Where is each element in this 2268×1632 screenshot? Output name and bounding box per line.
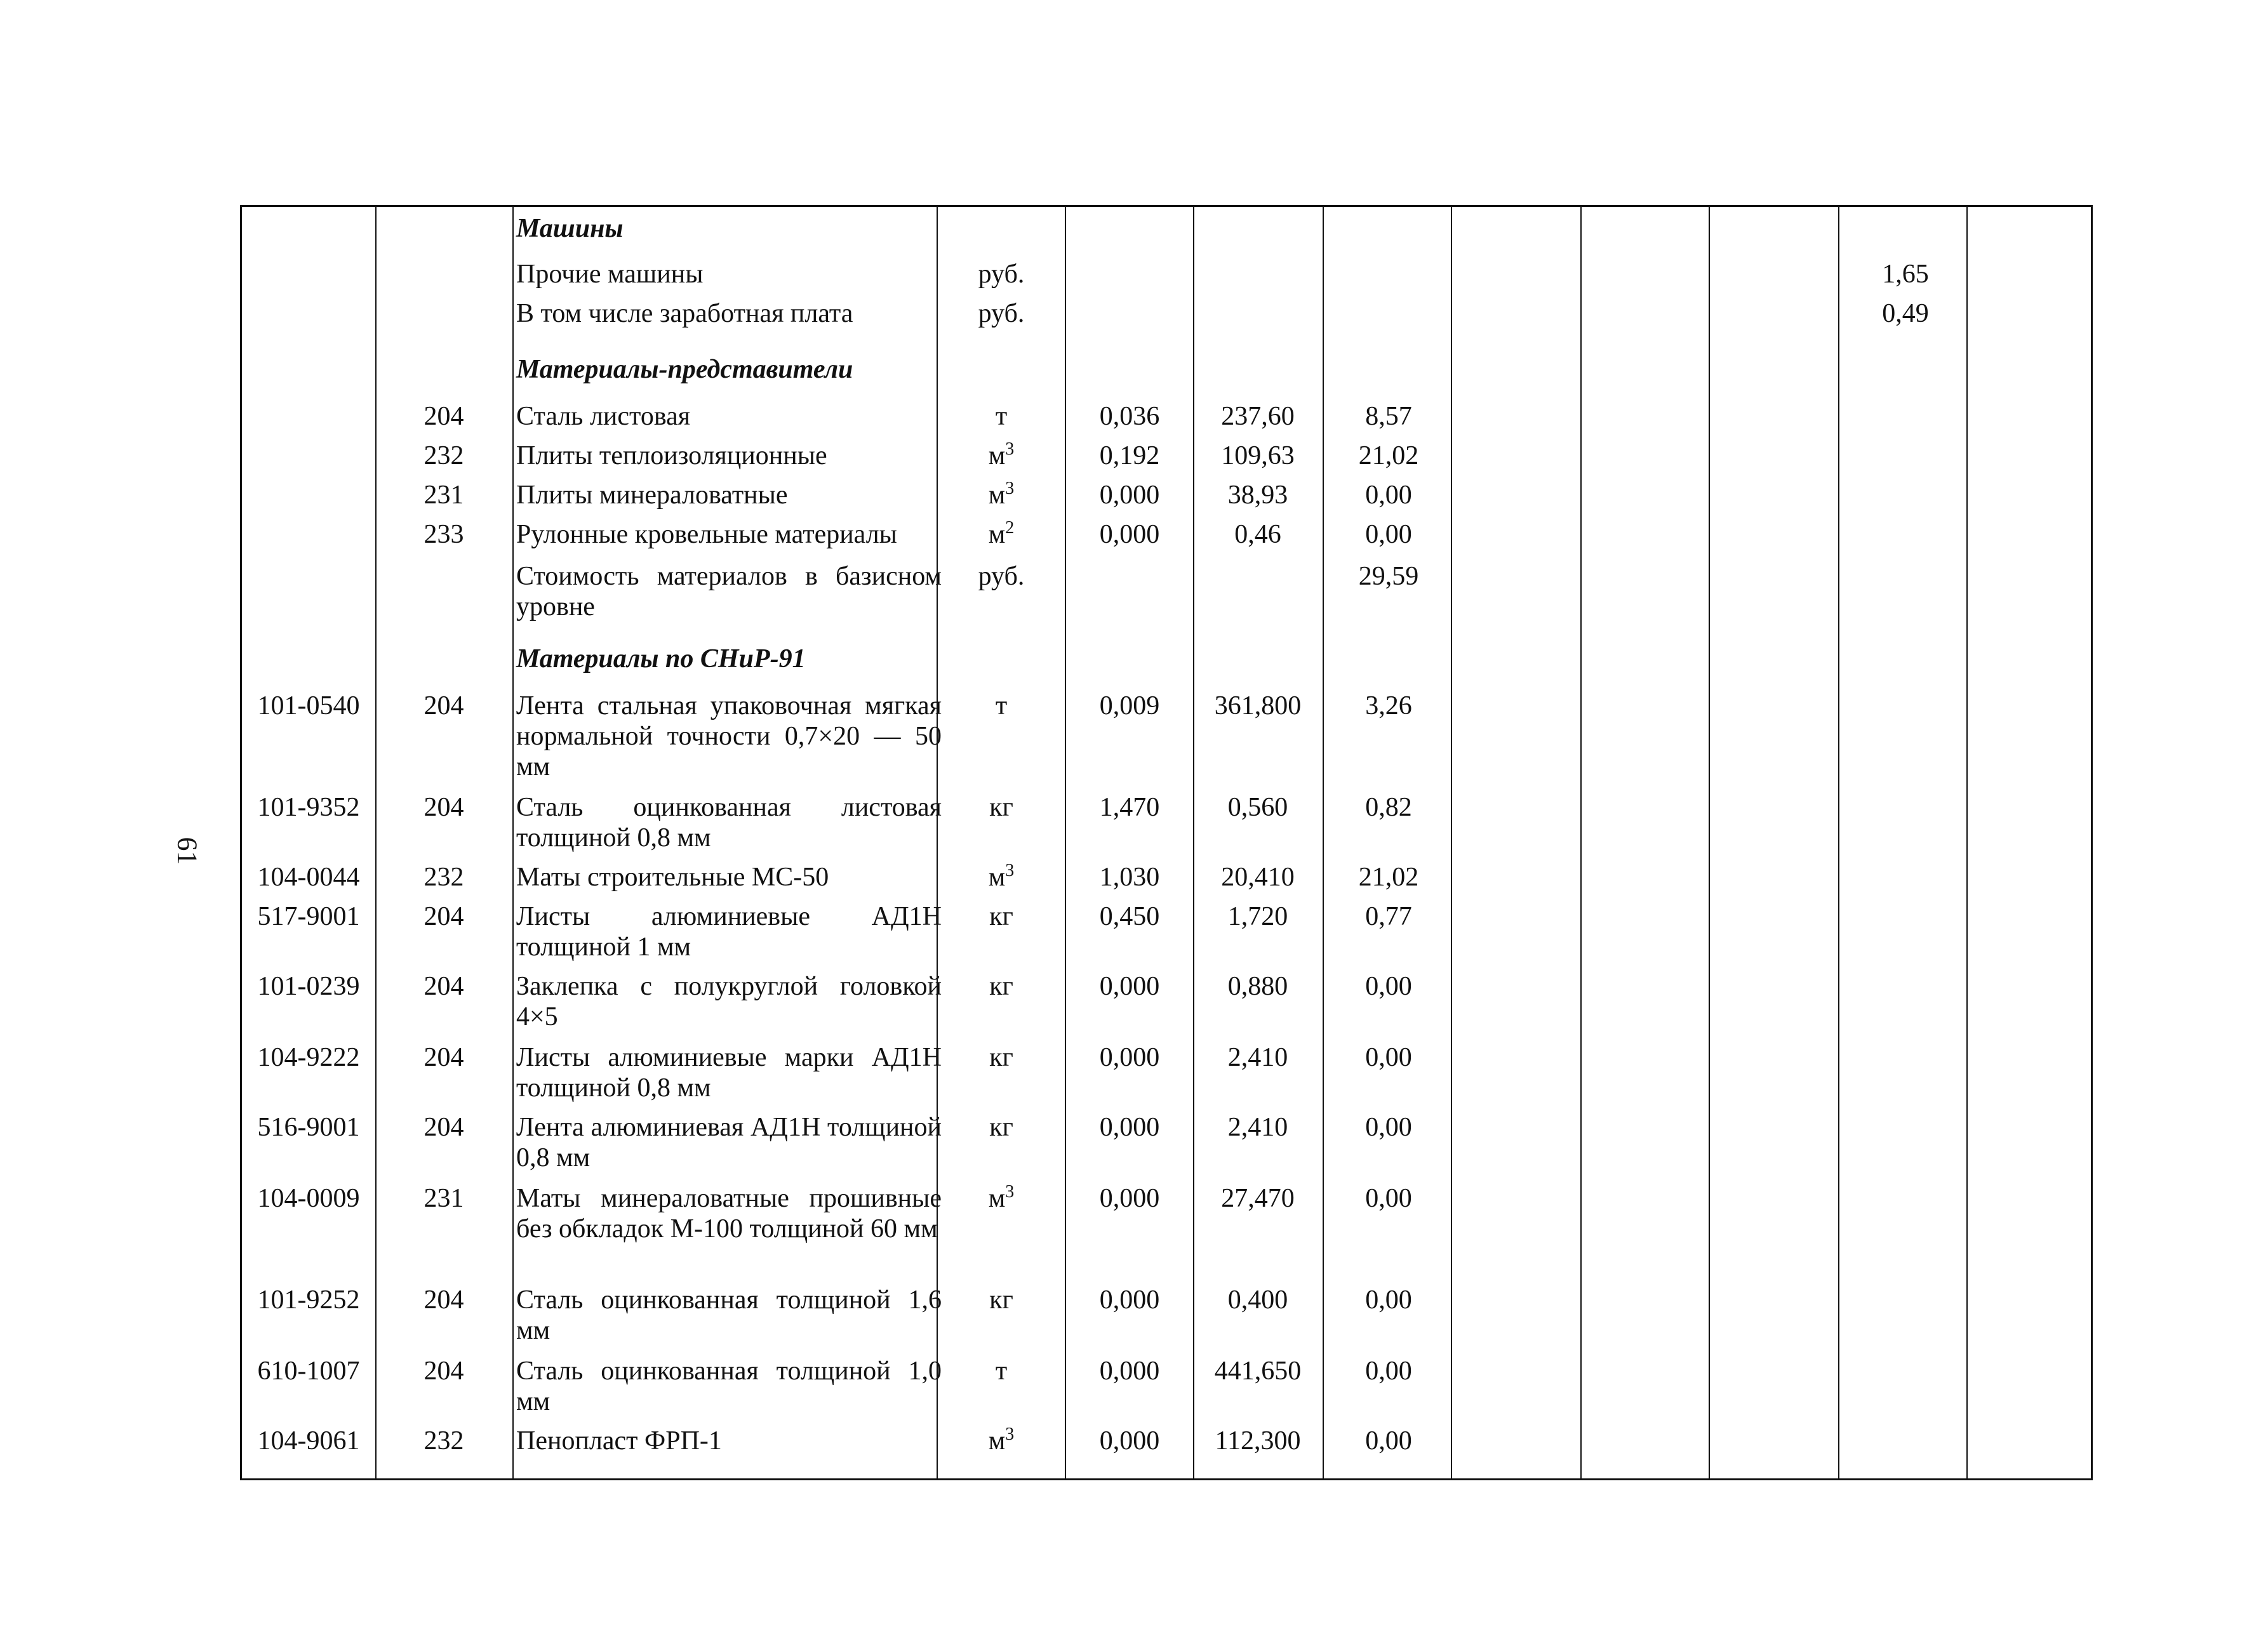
section-heading: Материалы-представители <box>516 355 853 384</box>
unit-price: 0,560 <box>1227 793 1288 822</box>
cost: 0,00 <box>1365 1357 1412 1386</box>
quantity: 1,030 <box>1099 863 1160 892</box>
column-divider <box>1065 207 1066 1478</box>
resource-code: 610-1007 <box>257 1357 360 1386</box>
quantity: 0,192 <box>1099 441 1160 470</box>
group-code: 204 <box>424 402 464 431</box>
unit-exponent: 3 <box>1005 479 1015 498</box>
section-heading: Материалы по СНиР-91 <box>516 644 806 673</box>
unit-exponent: 3 <box>1005 1182 1015 1202</box>
item-name: Плиты минераловатные <box>516 481 788 510</box>
item-name: Сталь оцинкованная толщиной 1,6 мм <box>516 1285 942 1345</box>
cost: 3,26 <box>1365 691 1412 720</box>
unit-price: 20,410 <box>1221 863 1295 892</box>
group-code: 204 <box>424 1357 464 1386</box>
group-code: 204 <box>424 902 464 931</box>
item-name: В том числе заработная плата <box>516 299 853 328</box>
item-name: Сталь оцинкованная толщиной 1,0 мм <box>516 1357 942 1416</box>
unit-price: 112,300 <box>1215 1426 1301 1456</box>
unit-cell: $м^3$ <box>988 439 1015 470</box>
group-code: 204 <box>424 1113 464 1142</box>
quantity: 0,000 <box>1099 1184 1160 1213</box>
item-name: Заклепка с полукруглой головкой 4×5 <box>516 972 942 1032</box>
item-name: Сталь листовая <box>516 402 691 431</box>
unit-exponent: 2 <box>1005 518 1015 538</box>
quantity: 0,000 <box>1099 972 1160 1001</box>
item-name: Листы алюминиевые АД1Н толщиной 1 мм <box>516 902 942 962</box>
item-name: Прочие машины <box>516 260 704 289</box>
cost: 0,00 <box>1365 1426 1412 1456</box>
unit-cell: $м^3$ <box>988 1424 1015 1456</box>
unit-price: 0,400 <box>1227 1285 1288 1315</box>
unit-cell: руб. <box>978 299 1025 328</box>
unit-price: 237,60 <box>1221 402 1295 431</box>
page-number: 61 <box>171 837 203 865</box>
unit-cell: $м^3$ <box>988 479 1015 510</box>
group-code: 204 <box>424 1285 464 1315</box>
group-code: 204 <box>424 793 464 822</box>
item-name: Сталь оцинкованная листовая толщиной 0,8 мм <box>516 793 942 852</box>
unit-cell: кг <box>989 793 1013 822</box>
cost: 0,00 <box>1365 1043 1412 1072</box>
quantity: 0,000 <box>1099 520 1160 549</box>
quantity: 0,000 <box>1099 1426 1160 1456</box>
group-code: 204 <box>424 972 464 1001</box>
group-code: 232 <box>424 441 464 470</box>
item-name: Лента стальная упаковочная мягкая нормальной точности 0,7×20 — 50 мм <box>516 691 942 781</box>
group-code: 204 <box>424 1043 464 1072</box>
unit-exponent: 3 <box>1005 439 1015 459</box>
group-code: 233 <box>424 520 464 549</box>
item-name: Рулонные кровельные материалы <box>516 520 897 549</box>
unit-cell: кг <box>989 972 1013 1001</box>
unit-cell: кг <box>989 902 1013 931</box>
quantity: 0,000 <box>1099 1285 1160 1315</box>
column-divider <box>1709 207 1710 1478</box>
cost: 21,02 <box>1358 863 1419 892</box>
resource-code: 516-9001 <box>257 1113 360 1142</box>
quantity: 0,036 <box>1099 402 1160 431</box>
item-name: Лента алюминиевая АД1Н толщиной 0,8 мм <box>516 1113 942 1172</box>
quantity: 0,000 <box>1099 1043 1160 1072</box>
item-name: Стоимость материалов в базисном уровне <box>516 562 942 621</box>
unit-price: 2,410 <box>1227 1043 1288 1072</box>
extra-value: 0,49 <box>1882 299 1929 328</box>
unit-price: 38,93 <box>1227 481 1288 510</box>
unit-cell: руб. <box>978 562 1025 591</box>
unit-price: 0,880 <box>1227 972 1288 1001</box>
column-divider <box>1838 207 1839 1478</box>
item-name: Плиты теплоизоляционные <box>516 441 827 470</box>
unit-cell: т <box>995 402 1008 431</box>
unit-cell: кг <box>989 1043 1013 1072</box>
quantity: 0,000 <box>1099 1113 1160 1142</box>
unit-cell: $м^3$ <box>988 1182 1015 1213</box>
group-code: 231 <box>424 1184 464 1213</box>
item-name: Маты минераловатные прошивные без обкладок М-100 толщиной 60 мм <box>516 1184 942 1244</box>
resource-code: 517-9001 <box>257 902 360 931</box>
resource-code: 101-9352 <box>257 793 360 822</box>
resource-code: 104-0009 <box>257 1184 360 1213</box>
unit-price: 361,800 <box>1214 691 1302 720</box>
cost: 0,00 <box>1365 1184 1412 1213</box>
cost: 0,00 <box>1365 1285 1412 1315</box>
unit-price: 2,410 <box>1227 1113 1288 1142</box>
unit-exponent: 3 <box>1005 861 1015 880</box>
column-divider <box>512 207 514 1478</box>
item-name: Маты строительные МС-50 <box>516 863 829 892</box>
column-divider <box>1580 207 1582 1478</box>
cost: 0,00 <box>1365 1113 1412 1142</box>
unit-cell: кг <box>989 1285 1013 1315</box>
group-code: 231 <box>424 481 464 510</box>
resource-code: 104-9061 <box>257 1426 360 1456</box>
unit-exponent: 3 <box>1005 1424 1015 1444</box>
cost: 8,57 <box>1365 402 1412 431</box>
group-code: 204 <box>424 691 464 720</box>
resource-code: 101-0540 <box>257 691 360 720</box>
quantity: 1,470 <box>1099 793 1160 822</box>
item-name: Листы алюминиевые марки АД1Н толщиной 0,8 мм <box>516 1043 942 1103</box>
cost: 0,00 <box>1365 520 1412 549</box>
column-divider <box>1323 207 1324 1478</box>
cost: 0,82 <box>1365 793 1412 822</box>
quantity: 0,009 <box>1099 691 1160 720</box>
section-heading: Машины <box>516 214 624 243</box>
unit-cell: т <box>995 691 1008 720</box>
unit-cell: $м^3$ <box>988 861 1015 892</box>
unit-cell: т <box>995 1357 1008 1386</box>
resource-code: 104-0044 <box>257 863 360 892</box>
column-divider <box>1451 207 1452 1478</box>
cost: 21,02 <box>1358 441 1419 470</box>
resource-code: 104-9222 <box>257 1043 360 1072</box>
quantity: 0,000 <box>1099 1357 1160 1386</box>
unit-price: 441,650 <box>1214 1357 1302 1386</box>
unit-price: 27,470 <box>1221 1184 1295 1213</box>
group-code: 232 <box>424 1426 464 1456</box>
unit-price: 109,63 <box>1221 441 1295 470</box>
group-code: 232 <box>424 863 464 892</box>
item-name: Пенопласт ФРП-1 <box>516 1426 722 1456</box>
cost: 29,59 <box>1358 562 1419 591</box>
column-divider <box>1966 207 1968 1478</box>
quantity: 0,450 <box>1099 902 1160 931</box>
unit-cell: руб. <box>978 260 1025 289</box>
resource-code: 101-0239 <box>257 972 360 1001</box>
quantity: 0,000 <box>1099 481 1160 510</box>
unit-cell: кг <box>989 1113 1013 1142</box>
cost: 0,00 <box>1365 481 1412 510</box>
unit-cell: $м^2$ <box>988 518 1015 549</box>
estimate-table <box>240 205 2093 1480</box>
extra-value: 1,65 <box>1882 260 1929 289</box>
cost: 0,00 <box>1365 972 1412 1001</box>
unit-price: 0,46 <box>1234 520 1281 549</box>
resource-code: 101-9252 <box>257 1285 360 1315</box>
cost: 0,77 <box>1365 902 1412 931</box>
unit-price: 1,720 <box>1227 902 1288 931</box>
